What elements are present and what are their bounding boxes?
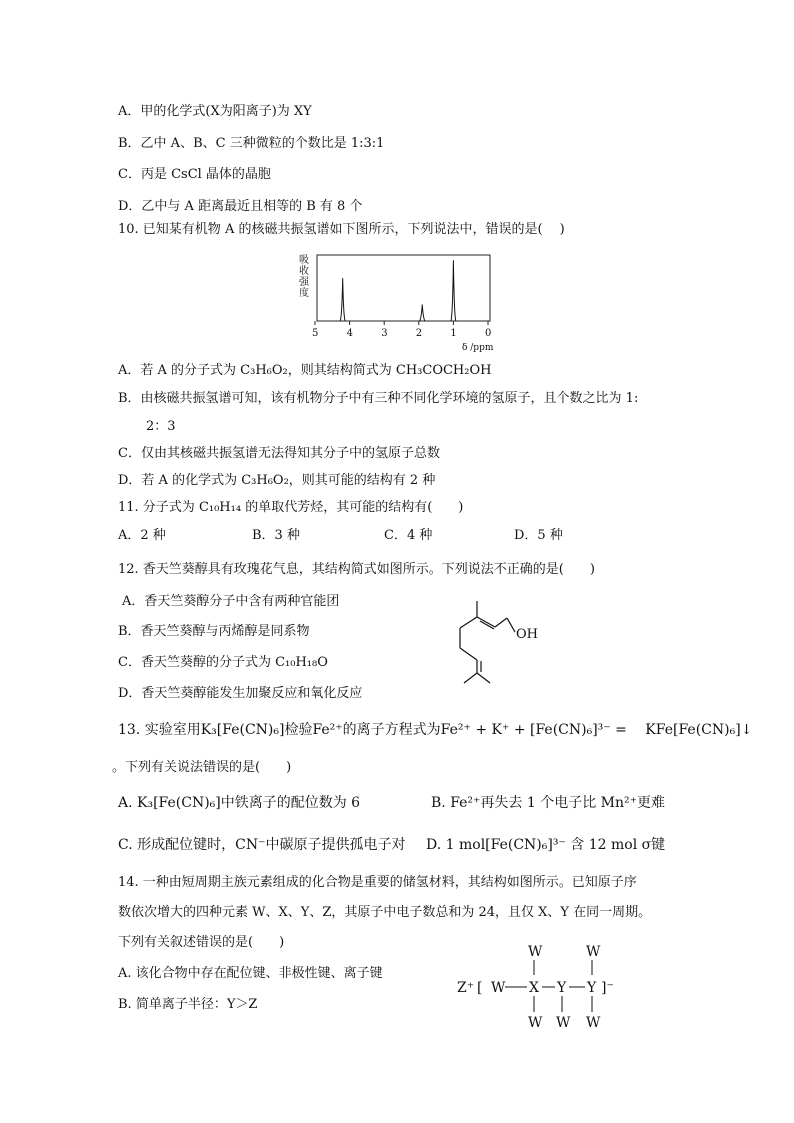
q13-option-c: C. 形成配位键时，CN⁻中碳原子提供孤电子对 — [118, 837, 406, 853]
nmr-tick-label-2: 2 — [415, 328, 423, 339]
q14-option-a: A. 该化合物中存在配位键、非极性键、离子键 — [118, 966, 383, 981]
q10-option-c: C．仅由其核磁共振氢谱无法得知其分子中的氢原子总数 — [118, 446, 440, 461]
nmr-peak-1 — [340, 278, 345, 321]
svg-text:收: 收 — [299, 266, 309, 277]
q12-option-b: B．香天竺葵醇与丙烯醇是同系物 — [118, 624, 310, 639]
atom-w-top-x: W — [528, 944, 543, 960]
geraniol-structure-figure — [450, 595, 560, 690]
q10-option-b-cont: 2：3 — [146, 419, 176, 434]
q13-stem-cont: 。下列有关说法错误的是( ) — [112, 760, 292, 775]
q13-option-d: D. 1 mol[Fe(CN)₆]³⁻ 含 12 mol σ键 — [426, 837, 666, 853]
q10-option-a: A．若 A 的分子式为 C₃H₆O₂，则其结构简式为 CH₃COCH₂OH — [118, 363, 492, 378]
q11-stem: 11. 分子式为 C₁₀H₁₄ 的单取代芳烃，其可能的结构有( ) — [118, 500, 464, 515]
atom-w-top-y: W — [586, 944, 601, 960]
atom-y1: Y — [557, 980, 567, 996]
nmr-peak-3 — [451, 260, 456, 321]
atom-x: X — [529, 980, 539, 996]
q14-option-b: B. 简单离子半径：Y＞Z — [118, 997, 258, 1012]
nmr-tick-label-4: 4 — [346, 328, 353, 339]
svg-text:吸: 吸 — [299, 255, 309, 266]
q10-option-b: B．由核磁共振氢谱可知，该有机物分子中有三种不同化学环境的氢原子，且个数之比为 1: — [118, 391, 639, 406]
atom-w-bottom-y1: W — [556, 1015, 571, 1031]
q12-option-d: D．香天竺葵醇能发生加聚反应和氧化反应 — [118, 686, 363, 701]
q9-option-c: C．丙是 CsCl 晶体的晶胞 — [118, 167, 271, 182]
q9-option-a: A．甲的化学式(X为阳离子)为 XY — [118, 104, 312, 119]
q10-stem: 10. 已知某有机物 A 的核磁共振氢谱如下图所示，下列说法中，错误的是( ) — [118, 222, 565, 237]
q12-option-c: C．香天竺葵醇的分子式为 C₁₀H₁₈O — [118, 655, 328, 670]
q11-option-a: A．2 种 — [118, 528, 166, 543]
q9-option-b: B．乙中 A、B、C 三种微粒的个数比是 1:3:1 — [118, 136, 385, 151]
atom-w-bottom-y2: W — [586, 1015, 601, 1031]
q11-option-b: B．3 种 — [252, 528, 300, 543]
q14-stem-line1: 14. 一种由短周期主族元素组成的化合物是重要的储氢材料，其结构如图所示。已知原子序 — [118, 875, 637, 890]
q13-option-b: B. Fe²⁺再失去 1 个电子比 Mn²⁺更难 — [431, 795, 666, 811]
nmr-xlabel: δ /ppm — [462, 343, 494, 353]
q12-stem: 12. 香天竺葵醇具有玫瑰花气息，其结构简式如图所示。下列说法不正确的是( ) — [118, 562, 595, 577]
atom-w-left: W — [491, 980, 506, 996]
q11-option-c: C．4 种 — [384, 528, 433, 543]
svg-text:强: 强 — [299, 277, 309, 288]
q9-option-d: D．乙中与 A 距离最近且相等的 B 有 8 个 — [118, 199, 363, 214]
cation-label: Z⁺ — [457, 980, 475, 996]
q13-option-a: A. K₃[Fe(CN)₆]中铁离子的配位数为 6 — [118, 795, 361, 811]
nmr-tick-label-3: 3 — [381, 328, 388, 339]
q14-stem-line3: 下列有关叙述错误的是( ) — [118, 935, 285, 950]
oh-label: OH — [516, 627, 538, 642]
nmr-peak-2 — [420, 305, 425, 322]
q13-stem: 13. 实验室用K₃[Fe(CN)₆]检验Fe²⁺的离子方程式为Fe²⁺ + K⁺ + [Fe(CN)₆]³⁻ = KFe[Fe(CN)₆]↓ — [118, 722, 753, 738]
nmr-tick-label-1: 1 — [450, 328, 457, 339]
atom-y2: Y — [587, 980, 597, 996]
svg-text:度: 度 — [299, 288, 309, 299]
nmr-spectrum-figure — [290, 250, 500, 354]
nmr-tick-label-0: 0 — [485, 328, 492, 339]
atom-w-bottom-x: W — [528, 1015, 543, 1031]
q11-option-d: D．5 种 — [514, 528, 563, 543]
q14-stem-line2: 数依次增大的四种元素 W、X、Y、Z，其原子中电子数总和为 24，且仅 X、Y 在同一周期。 — [118, 905, 652, 920]
right-bracket: ]⁻ — [601, 980, 614, 996]
nmr-tick-label-5: 5 — [312, 328, 319, 339]
q12-option-a: A．香天竺葵醇分子中含有两种官能团 — [122, 594, 340, 609]
q10-option-d: D．若 A 的化学式为 C₃H₆O₂，则其可能的结构有 2 种 — [118, 473, 436, 488]
nmr-ylabel — [299, 254, 310, 299]
left-bracket: [ — [477, 980, 483, 996]
borohydride-structure-figure — [455, 940, 625, 1032]
